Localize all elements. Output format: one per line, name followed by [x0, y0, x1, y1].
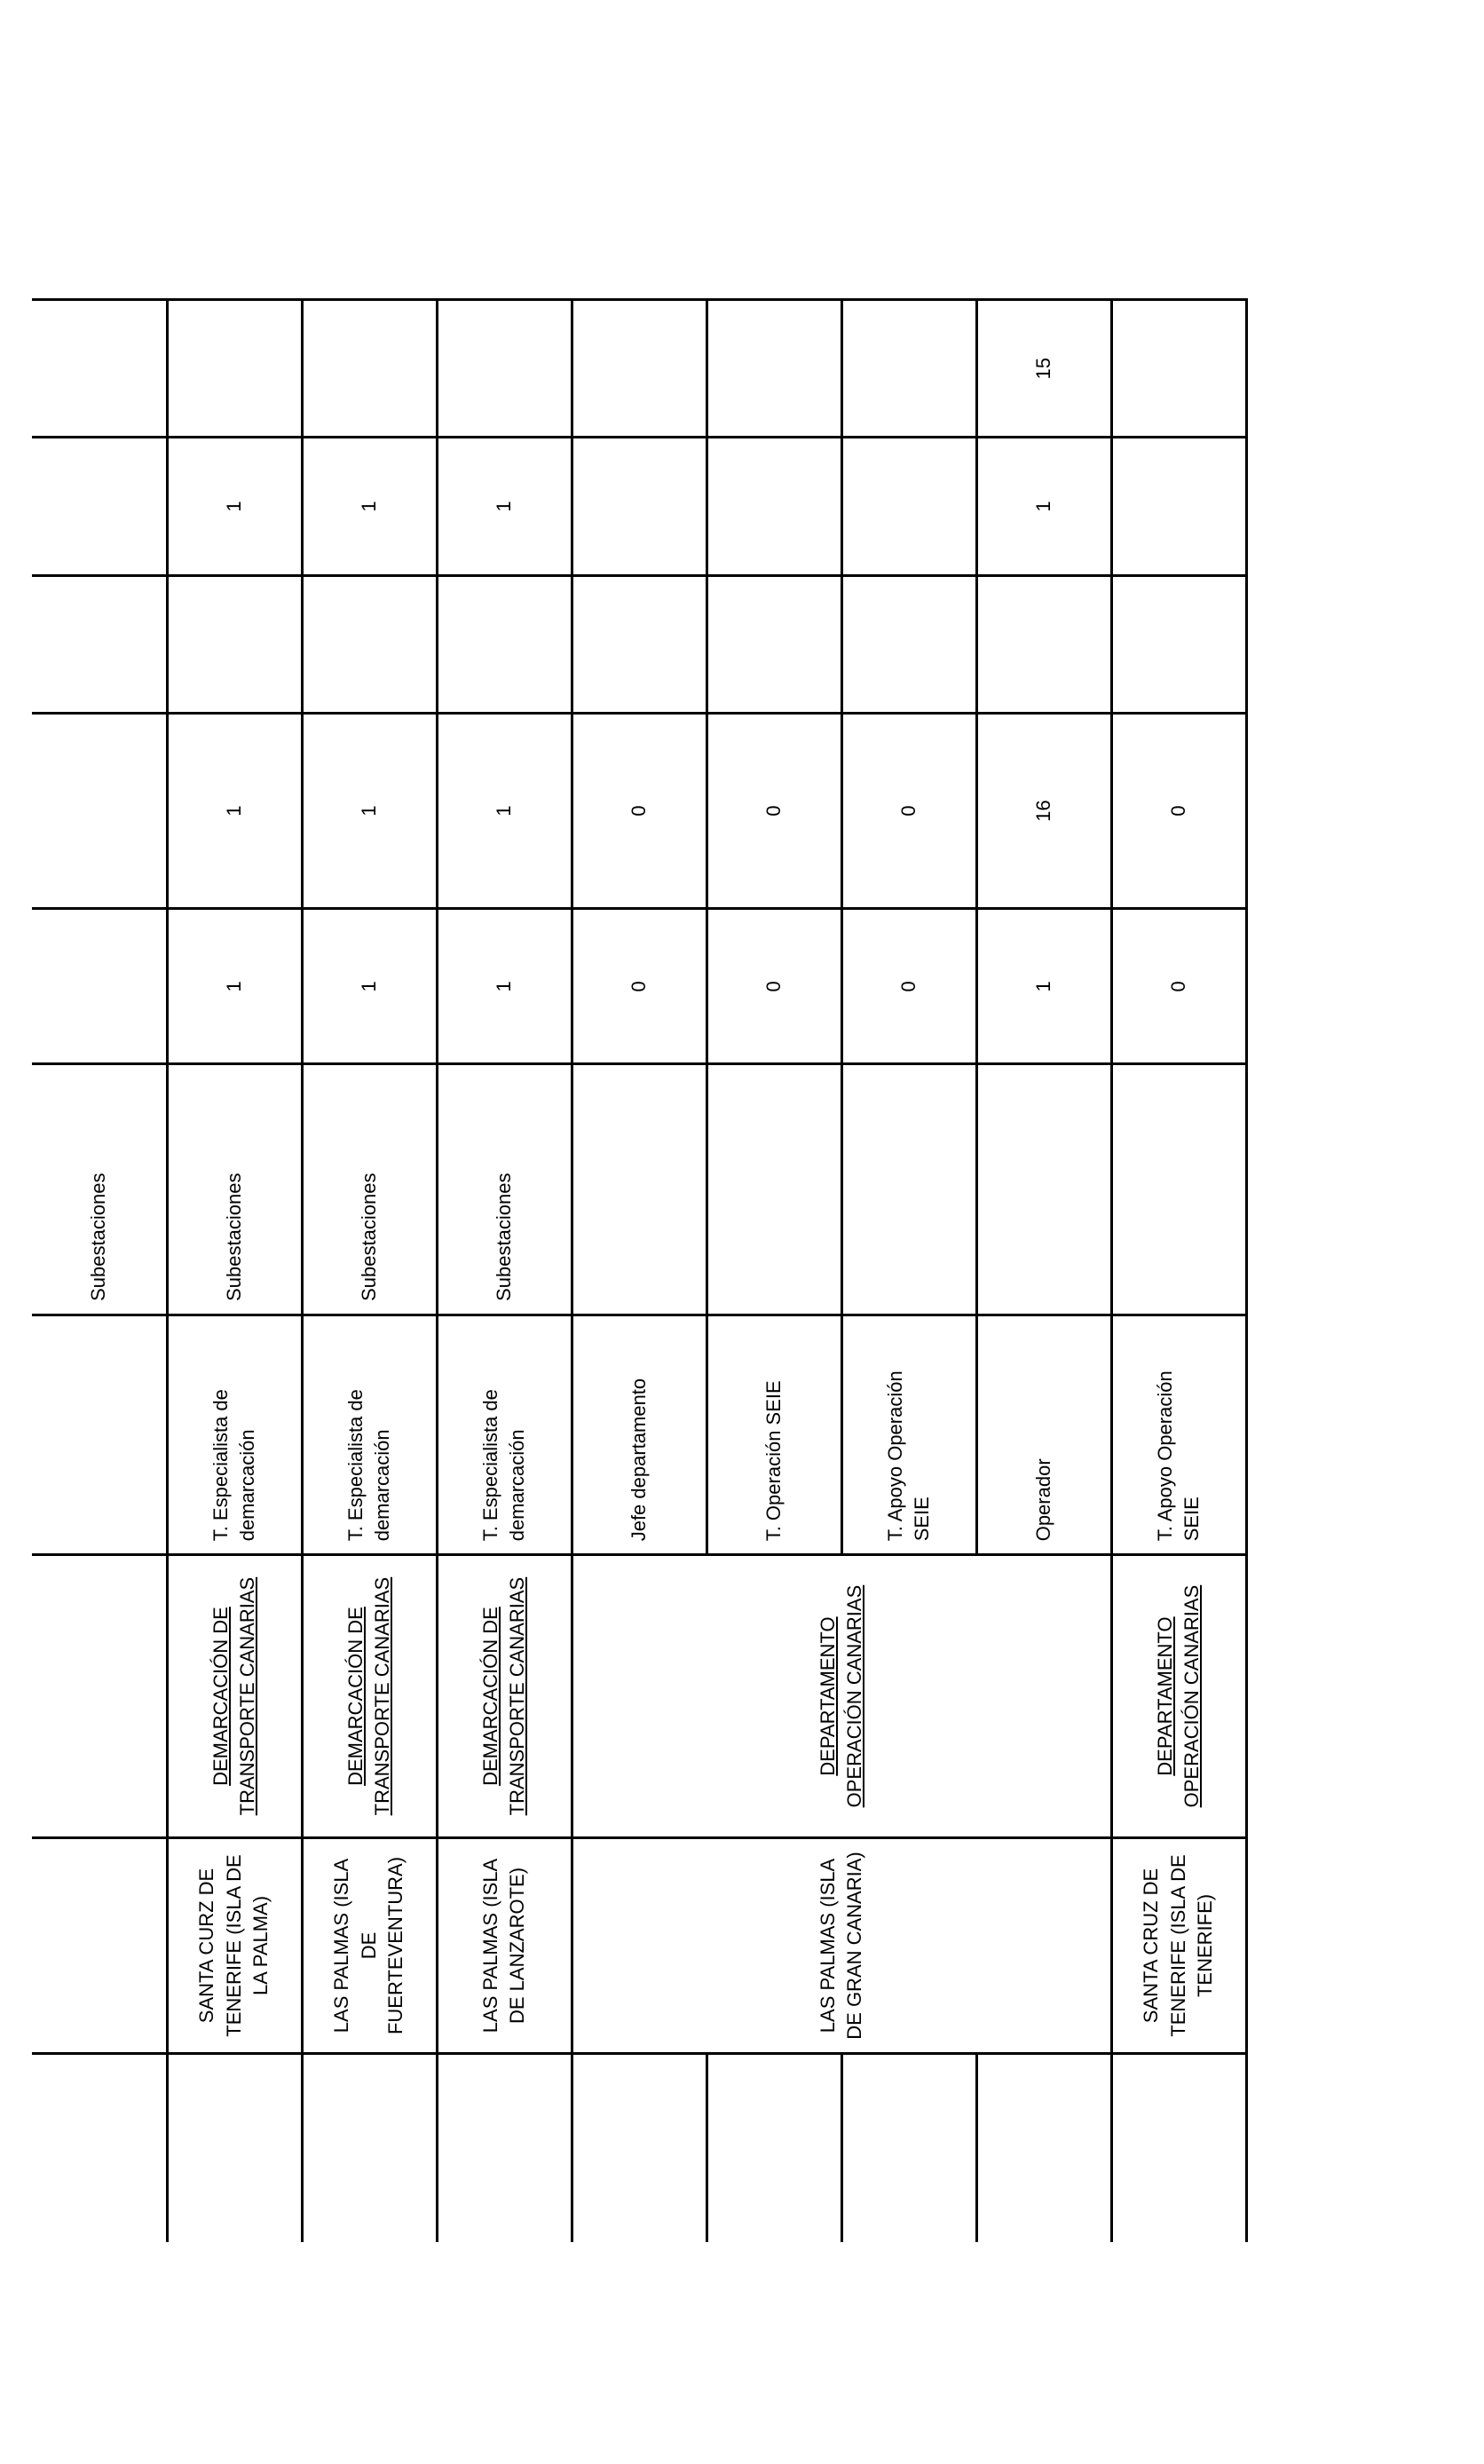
spacer-cell — [1111, 2054, 1246, 2242]
value-cell-5 — [706, 300, 841, 438]
spacer-cell — [167, 2054, 302, 2242]
header-v1-cell — [32, 909, 167, 1064]
area-cell — [572, 1064, 706, 1315]
area-cell — [1111, 1064, 1246, 1315]
header-v5-cell — [32, 300, 167, 438]
value-cell-1: 0 — [841, 909, 976, 1064]
staff-table — [32, 298, 1248, 2242]
value-cell-2: 0 — [841, 713, 976, 908]
provincia-cell: SANTA CRUZ DE TENERIFE (ISLA DE TENERIFE) — [1111, 1837, 1246, 2053]
header-provincia-cell — [32, 1837, 167, 2053]
header-row — [32, 300, 167, 2243]
value-cell-3 — [841, 575, 976, 713]
unidad-cell: DEMARCACIÓN DE TRANSPORTE CANARIAS — [167, 1555, 302, 1838]
puesto-cell: T. Apoyo Operación SEIE — [1111, 1315, 1246, 1554]
value-cell-3 — [1111, 575, 1246, 713]
rotated-table-wrapper — [32, 298, 1248, 2242]
spacer-cell — [302, 2054, 437, 2242]
value-cell-5 — [302, 300, 437, 438]
table-row — [167, 300, 302, 2243]
value-cell-4 — [841, 438, 976, 575]
puesto-cell: T. Especialista de demarcación — [167, 1315, 302, 1554]
unidad-cell: DEPARTAMENTO OPERACIÓN CANARIAS — [1111, 1555, 1246, 1838]
value-cell-3 — [706, 575, 841, 713]
unidad-cell: DEMARCACIÓN DE TRANSPORTE CANARIAS — [302, 1555, 437, 1838]
area-cell — [976, 1064, 1111, 1315]
value-cell-1: 1 — [302, 909, 437, 1064]
value-cell-2: 0 — [706, 713, 841, 908]
value-cell-2: 16 — [976, 713, 1111, 908]
value-cell-3 — [167, 575, 302, 713]
value-cell-2: 1 — [167, 713, 302, 908]
puesto-cell: T. Especialista de demarcación — [302, 1315, 437, 1554]
table-row — [572, 300, 706, 2243]
value-cell-4 — [572, 438, 706, 575]
header-area-cell — [32, 1064, 167, 1315]
value-cell-3 — [302, 575, 437, 713]
puesto-cell: Operador — [976, 1315, 1111, 1554]
value-cell-2: 0 — [572, 713, 706, 908]
spacer-cell — [572, 2054, 706, 2242]
puesto-cell: T. Especialista de demarcación — [437, 1315, 572, 1554]
value-cell-5 — [167, 300, 302, 438]
area-cell — [841, 1064, 976, 1315]
value-cell-3 — [976, 575, 1111, 713]
value-cell-5 — [437, 300, 572, 438]
spacer-cell — [976, 2054, 1111, 2242]
puesto-cell: Jefe departamento — [572, 1315, 706, 1554]
header-v2-cell — [32, 713, 167, 908]
provincia-cell: LAS PALMAS (ISLA DE FUERTEVENTURA) — [302, 1837, 437, 2053]
value-cell-3 — [437, 575, 572, 713]
puesto-cell: T. Apoyo Operación SEIE — [841, 1315, 976, 1554]
value-cell-1: 1 — [437, 909, 572, 1064]
area-cell — [706, 1064, 841, 1315]
value-cell-4: 1 — [437, 438, 572, 575]
value-cell-1: 1 — [167, 909, 302, 1064]
area-cell: Subestaciones — [167, 1064, 302, 1315]
value-cell-4: 1 — [167, 438, 302, 575]
value-cell-1: 0 — [1111, 909, 1246, 1064]
header-area-label: Subestaciones — [87, 1173, 110, 1301]
table-row — [437, 300, 572, 2243]
unidad-cell: DEMARCACIÓN DE TRANSPORTE CANARIAS — [437, 1555, 572, 1838]
unidad-cell: DEPARTAMENTO OPERACIÓN CANARIAS — [572, 1555, 1111, 1838]
value-cell-5 — [1111, 300, 1246, 438]
table-row — [1111, 300, 1246, 2243]
header-puesto-cell — [32, 1315, 167, 1554]
spacer-cell — [706, 2054, 841, 2242]
spacer-cell — [437, 2054, 572, 2242]
value-cell-4: 1 — [976, 438, 1111, 575]
spacer-cell — [841, 2054, 976, 2242]
value-cell-3 — [572, 575, 706, 713]
value-cell-4: 1 — [302, 438, 437, 575]
value-cell-1: 0 — [706, 909, 841, 1064]
header-unidad-cell — [32, 1555, 167, 1838]
puesto-cell: T. Operación SEIE — [706, 1315, 841, 1554]
header-v4-cell — [32, 438, 167, 575]
value-cell-2: 1 — [302, 713, 437, 908]
value-cell-5 — [572, 300, 706, 438]
value-cell-4 — [1111, 438, 1246, 575]
spacer-cell — [32, 2054, 167, 2242]
value-cell-2: 1 — [437, 713, 572, 908]
area-cell: Subestaciones — [302, 1064, 437, 1315]
value-cell-4 — [706, 438, 841, 575]
area-cell: Subestaciones — [437, 1064, 572, 1315]
provincia-cell: SANTA CURZ DE TENERIFE (ISLA DE LA PALMA) — [167, 1837, 302, 2053]
value-cell-1: 0 — [572, 909, 706, 1064]
value-cell-5 — [841, 300, 976, 438]
table-row — [302, 300, 437, 2243]
value-cell-1: 1 — [976, 909, 1111, 1064]
value-cell-2: 0 — [1111, 713, 1246, 908]
value-cell-5: 15 — [976, 300, 1111, 438]
header-v3-cell — [32, 575, 167, 713]
provincia-cell: LAS PALMAS (ISLA DE GRAN CANARIA) — [572, 1837, 1111, 2053]
provincia-cell: LAS PALMAS (ISLA DE LANZAROTE) — [437, 1837, 572, 2053]
